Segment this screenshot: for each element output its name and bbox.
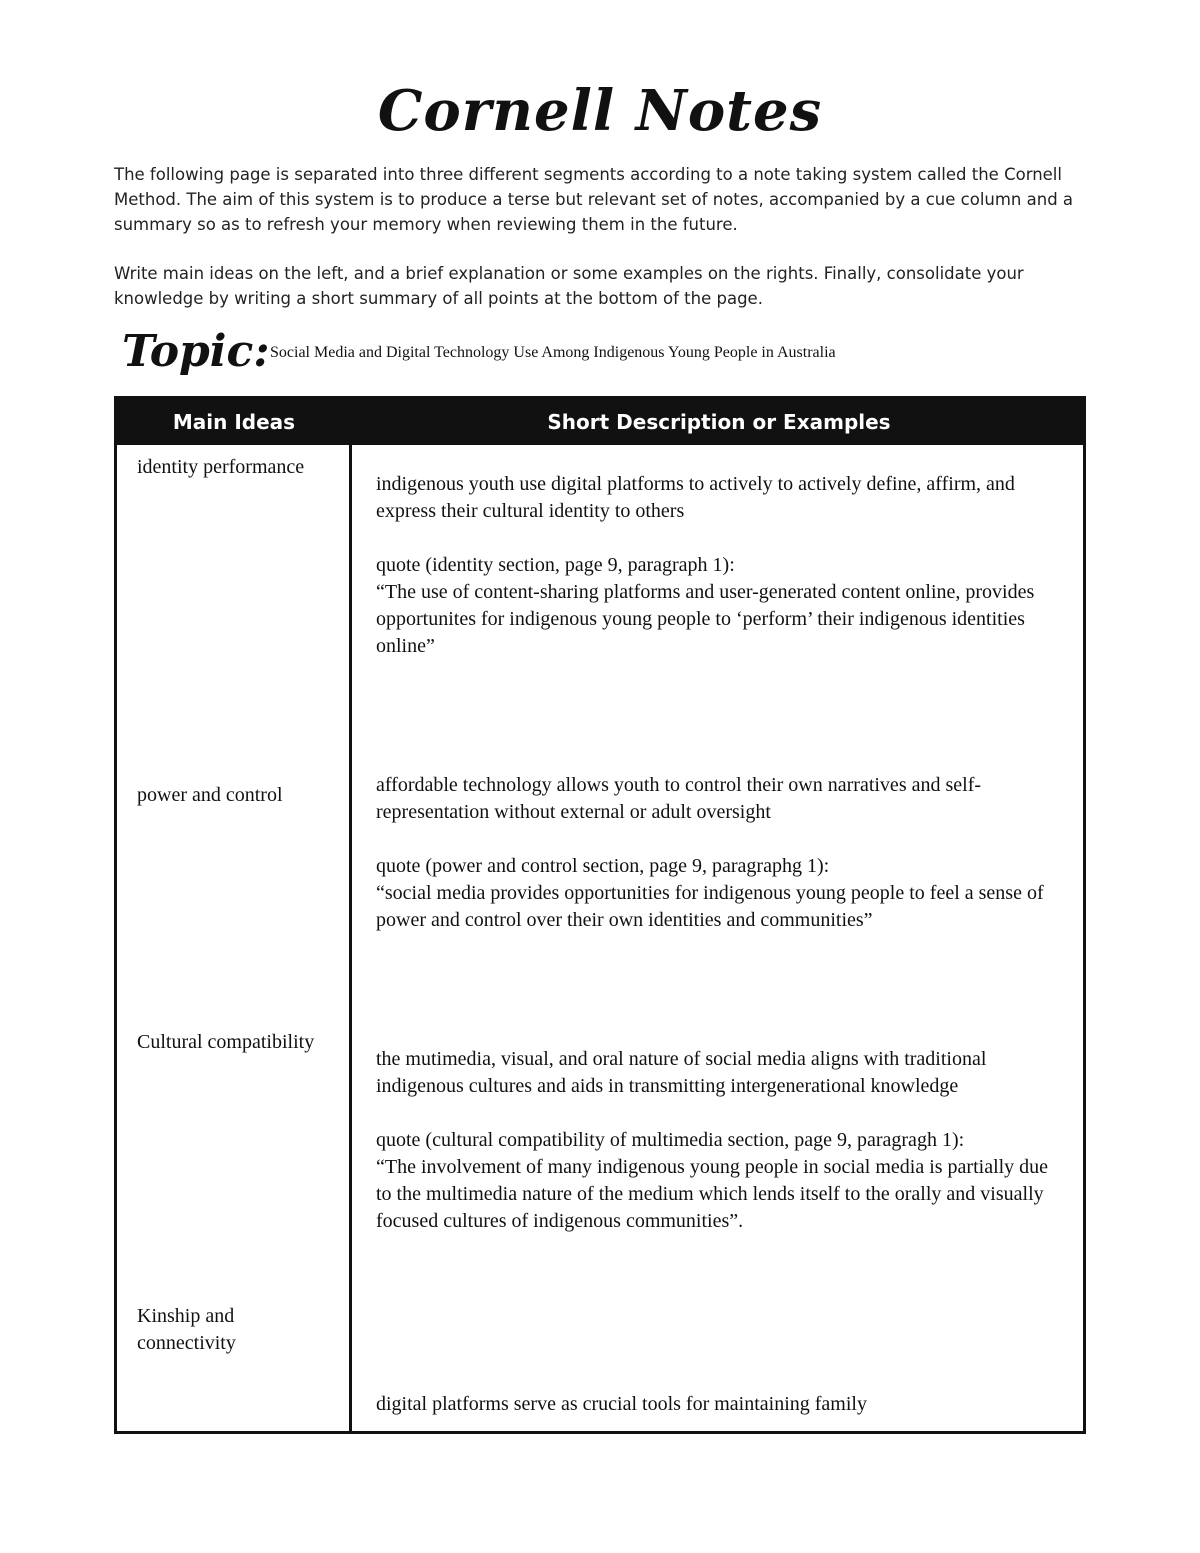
description-power-and-control [376,772,1068,934]
page-title: Cornell Notes [377,78,823,144]
cornell-notes-table [114,396,1086,1434]
description-summary: affordable technology allows youth to control their own narratives and self-representation without external or adult oversight [376,774,982,823]
quote-text: “The use of content-sharing platforms and user-generated content online, provides opportunites for indigenous young people to ‘perform’ their indigenous identities online” [376,581,1035,657]
main-idea-identity-performance: identity performance [137,456,305,478]
quote-reference: quote (cultural compatibility of multimedia section, page 9, paragragh 1): [376,1129,965,1151]
main-ideas-header: Main Ideas [172,410,296,434]
quote-reference: quote (identity section, page 9, paragraph 1): [376,554,735,576]
topic-text: Social Media and Digital Technology Use Among Indigenous Young People in Australia [270,344,836,361]
description-header: Short Description or Examples [547,410,891,434]
intro-paragraph-2: Write main ideas on the left, and a brief explanation or some examples on the rights. Finally, consolidate your knowledge by writing a short summary of all points at the bottom of the page. [114,264,1024,308]
description-cultural-compatibility [376,1046,1068,1235]
description-summary: digital platforms serve as crucial tools for maintaining family [376,1393,867,1415]
quote-text: “The involvement of many indigenous young people in social media is partially due to the multimedia nature of the medium which lends itself to the orally and visually focused cultures of indigenous communities”. [376,1156,1049,1232]
main-idea-kinship-and-connectivity: Kinship and connectivity [137,1305,236,1354]
intro-text [114,162,1086,335]
intro-paragraph-1: The following page is separated into three different segments according to a note taking system called the Cornell Method. The aim of this system is to produce a terse but relevant set of notes, accompanied by a cue column and a summary so as to refresh your memory when reviewing them in the future. [114,165,1074,234]
table-header [117,399,1083,445]
quote-text: “social media provides opportunities for indigenous young people to feel a sense of power and control over their own identities and communities” [376,882,1044,931]
description-kinship-and-connectivity-clipped [376,1393,1068,1421]
topic-row [122,326,1082,386]
main-idea-power-and-control: power and control [137,784,283,806]
main-idea-cultural-compatibility: Cultural compatibility [137,1031,315,1053]
column-divider [349,399,352,1431]
description-identity-performance [376,471,1068,660]
description-summary: indigenous youth use digital platforms to actively to actively define, affirm, and express their cultural identity to others [376,473,1015,522]
topic-label: Topic: [122,326,270,377]
quote-reference: quote (power and control section, page 9, paragraphg 1): [376,855,830,877]
description-summary: the mutimedia, visual, and oral nature of social media aligns with traditional indigenous cultures and aids in transmitting intergenerational knowledge [376,1048,987,1097]
